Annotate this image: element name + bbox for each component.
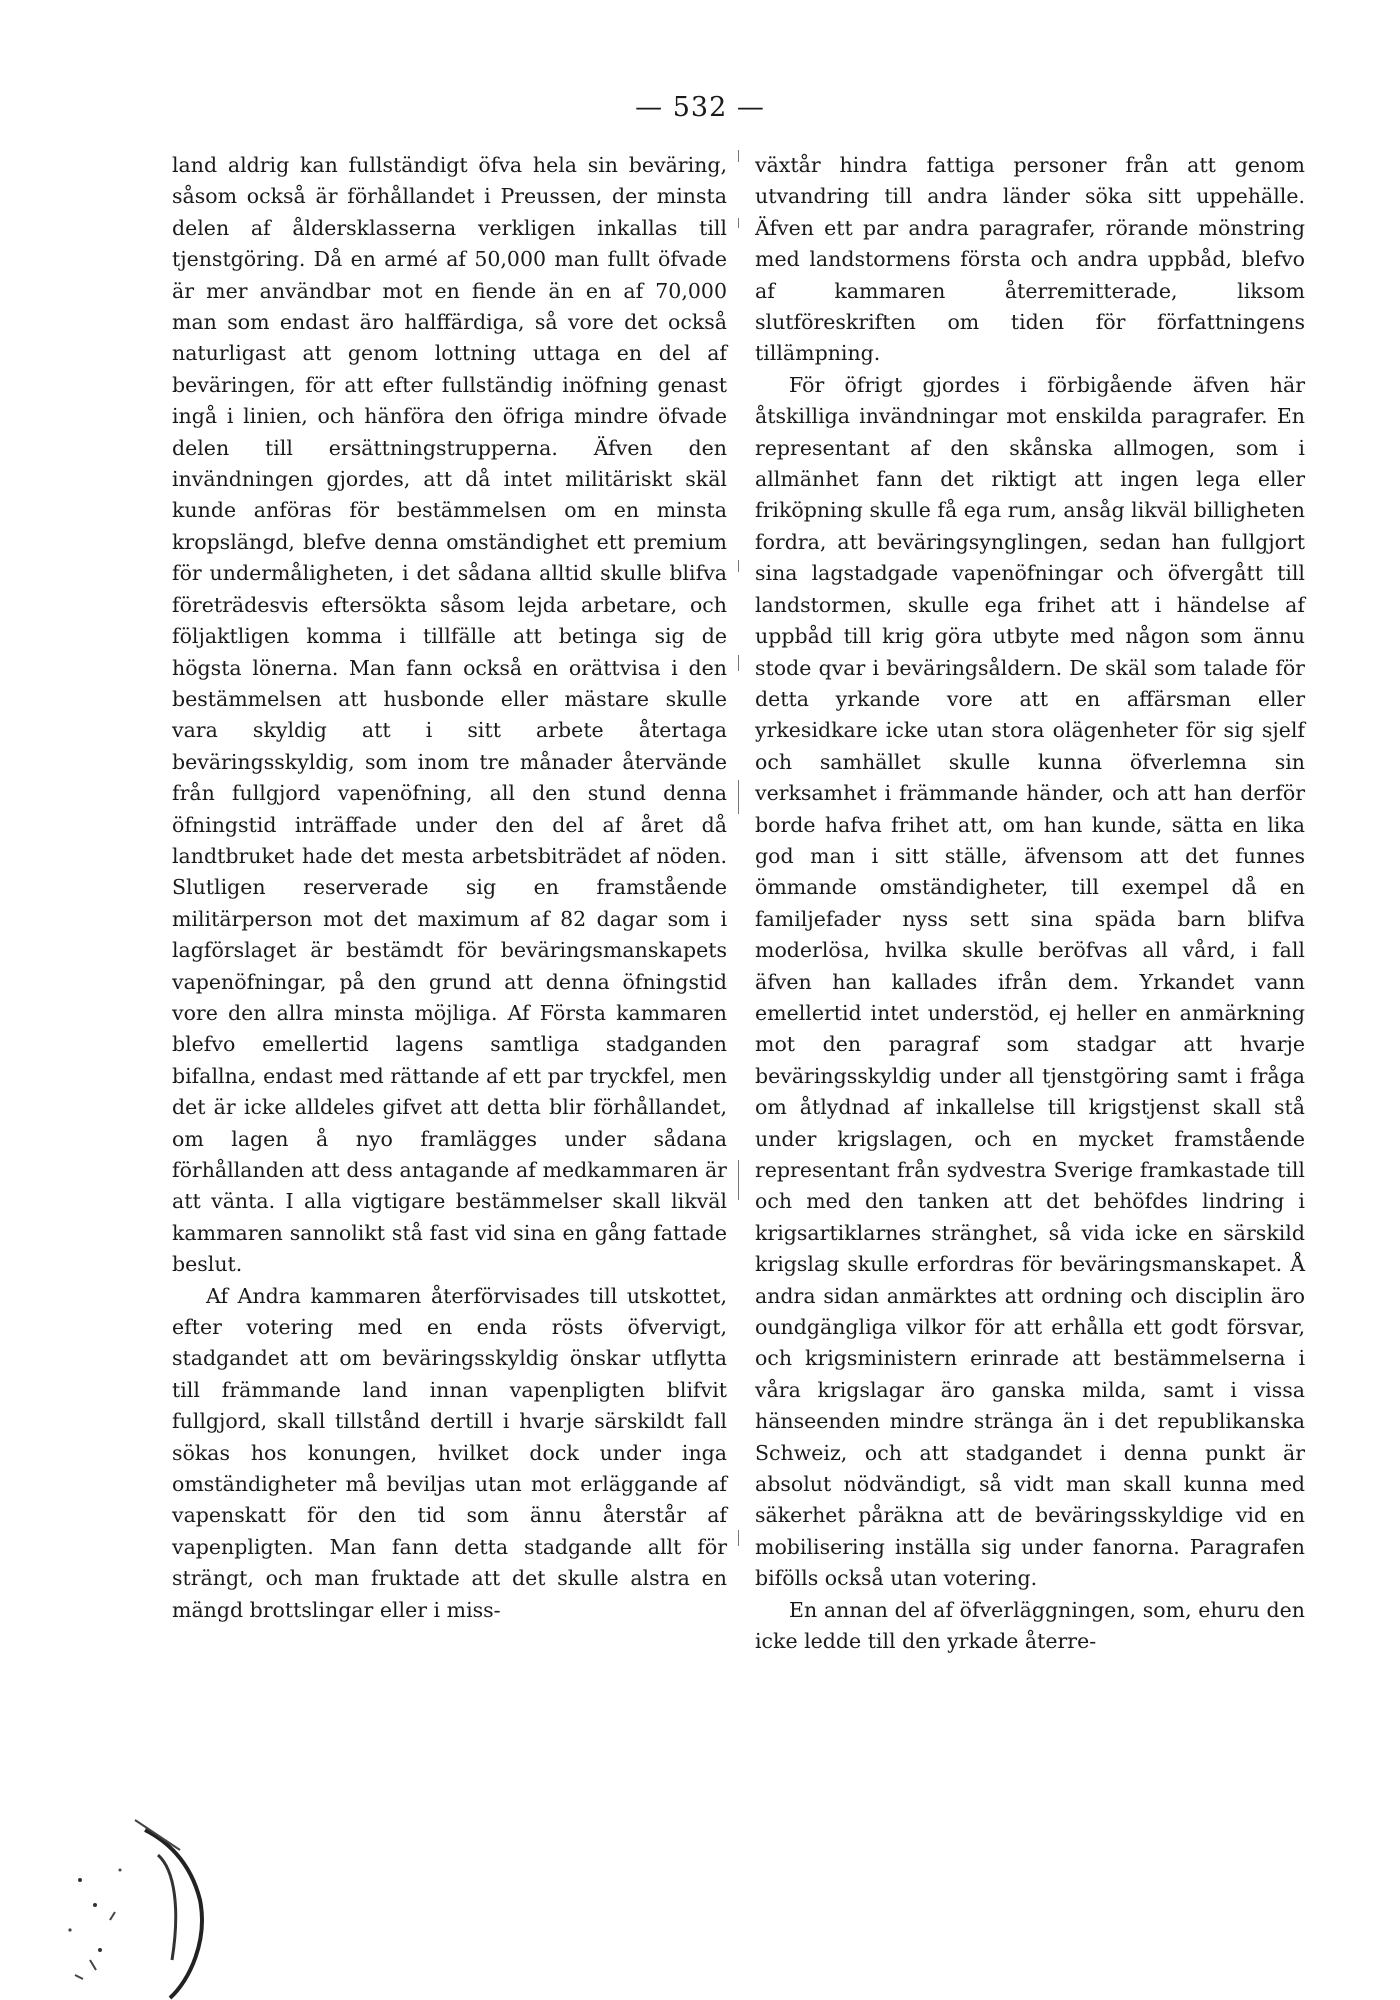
column-rule-mark [738,655,739,671]
left-paragraph-1: land aldrig kan fullständigt öfva hela sin beväring, såsom också är förhållandet i Preussen, der minsta delen af åldersklasserna verkligen inkallas till tjenstgöring. Då en armé af 50,000 man fullt öfvade är mer användbar mot en fiende än en af 70,000 man som endast äro halffärdiga, så vore det också naturligast att genom lottning uttaga en del af beväringen, för att efter fullständig inöfning genast ingå i linien, och hänföra den öfriga mindre öfvade delen till ersättningstrupperna. Äfven den invändningen gjordes, att då intet militäriskt skäl kunde anföras för bestämmelsen om en minsta kropslängd, blefve denna omständighet ett premium för undermåligheten, i det sådana alltid skulle blifva företrädesvis eftersökta såsom lejda arbetare, och följaktligen komma i tillfälle att betinga sig de högsta lönerna. Man fann också en orättvisa i den bestämmelsen att husbonde eller mästare skulle vara skyldig att i sitt arbete återtaga beväringsskyldig, som inom tre månader återvände från fullgjord vapenöfning, all den stund denna öfningstid inträffade under den del af året då landtbruket hade det mesta arbetsbiträdet af nöden. Slutligen reserverade sig en framstående militärperson mot det maximum af 82 dagar som i lagförslaget är bestämdt för beväringsmanskapets vapenöfningar, på den grund att denna öfningstid vore den allra minsta möjliga. Af Första kammaren blefvo emellertid lagens samtliga stadganden bifallna, endast med rättande af ett par tryckfel, men det är icke alldeles gifvet att detta blir förhållandet, om lagen å nyo framlägges under sådana förhållanden att dess antagande af medkammaren är att vänta. I alla vigtigare bestämmelser skall likväl kammaren sannolikt stå fast vid sina en gång fattade beslut. [172,153,727,1277]
right-paragraph-2: För öfrigt gjordes i förbigående äfven här åtskilliga invändningar mot enskilda paragrafer. En representant af den skånska allmogen, som i allmänhet fann det riktigt att ingen lega eller friköpning skulle få ega rum, ansåg likväl billigheten fordra, att beväringsynglingen, sedan han fullgjort sina lagstadgade vapenöfningar och öfvergått till landstormen, skulle ega frihet att i händelse af uppbåd till krig göra utbyte med någon som ännu stode qvar i beväringsåldern. De skäl som talade för detta yrkande vore att en affärsman eller yrkesidkare icke utan stora olägenheter för sig sjelf och samhället skulle kunna öfverlemna sin verksamhet i främmande händer, och att han derför borde hafva frihet att, om han kunde, sätta en lika god man i sitt ställe, äfvensom att det funnes ömmande omständigheter, till exempel då en familjefader nyss sett sina späda barn blifva moderlösa, hvilka skulle beröfvas all vård, i fall äfven han kallades ifrån dem. Yrkandet vann emellertid intet understöd, ej heller en anmärkning mot den paragraf som stadgar att hvarje beväringsskyldig under all tjenstgöring samt i fråga om åtlydnad af inkallelse till krigstjenst skall stå under krigslagen, och en mycket framstående representant från sydvestra Sverige framkastade till och med den tanken att det behöfdes lindring i krigsartiklarnes stränghet, så vida icke en särskild krigslag skulle erfordras för beväringsmanskapet. Å andra sidan anmärktes att ordning och disciplin äro oundgängliga vilkor för att erhålla ett godt försvar, och krigsministern erinrade att bestämmelserna i våra krigslagar äro ganska milda, samt i vissa hänseenden mindre stränga än i det republikanska Schweiz, och att stadgandet i denna punkt är absolut nödvändigt, så vidt man skall kunna med säkerhet påräkna att de beväringsskyldige vid en mobilisering inställa sig under fanorna. Paragrafen bifölls också utan votering. [755,372,1305,1591]
left-column [172,150,727,1626]
page-number: — 532 — [635,92,765,123]
margin-scribble-icon [40,1810,270,2000]
column-rule-mark [738,218,739,228]
right-column [755,150,1305,1658]
column-rule-mark [738,1160,739,1200]
right-paragraph-1: växtår hindra fattiga personer från att genom utvandring till andra länder söka sitt uppehälle. Äfven ett par andra paragrafer, rörande mönstring med landstormens första och andra uppbåd, blefvo af kammaren återremitterade, liksom slutföreskriften om tiden för författningens tillämpning. [755,153,1305,366]
right-paragraph-3: En annan del af öfverläggningen, som, ehuru den icke ledde till den yrkade återre- [755,1597,1305,1654]
column-rule-mark [738,560,739,572]
column-rule-mark [738,1530,739,1546]
column-rule-mark [738,150,739,162]
column-rule-mark [738,780,739,814]
left-paragraph-2: Af Andra kammaren återförvisades till utskottet, efter votering med en enda rösts öfvervigt, stadgandet att om beväringsskyldig önskar utflytta till främmande land innan vapenpligten blifvit fullgjord, skall tillstånd dertill i hvarje särskildt fall sökas hos konungen, hvilket dock under inga omständigheter må beviljas utan mot erläggande af vapenskatt för den tid som ännu återstår af vapenpligten. Man fann detta stadgande allt för strängt, och man fruktade att det skulle alstra en mängd brottslingar eller i miss- [172,1283,727,1622]
